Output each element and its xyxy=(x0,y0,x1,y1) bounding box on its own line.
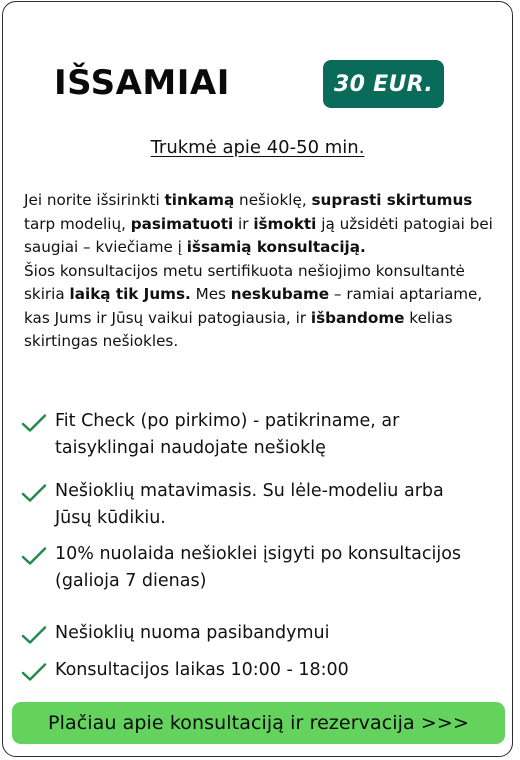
cta-label: Plačiau apie konsultaciją ir rezervacija >>> xyxy=(48,712,469,734)
feature-text: 10% nuolaida nešioklei įsigyti po konsultacijos (galioja 7 dienas) xyxy=(55,544,462,591)
feature-item xyxy=(21,620,501,647)
description-paragraph-1 xyxy=(24,189,500,260)
feature-text: Fit Check (po pirkimo) - patikriname, ar taisyklingai naudojate nešioklę xyxy=(55,411,400,458)
description-text: ir xyxy=(233,214,254,233)
price-label: 30 EUR. xyxy=(334,71,433,97)
description-text: Šios konsultacijos metu sertifikuota nešiojimo konsultantė skiria xyxy=(24,261,465,303)
check-icon xyxy=(21,413,47,433)
description-text: Mes xyxy=(190,285,231,303)
description-emphasis: išbandome xyxy=(310,308,405,327)
description-text: kelias skirtingas nešiokles. xyxy=(24,308,453,350)
price-badge xyxy=(323,60,444,108)
description-text: – ramiai aptariame, kas Jums ir Jūsų vaikui patogiausia, ir xyxy=(24,285,483,327)
description-emphasis: išsamią konsultaciją. xyxy=(186,238,366,256)
check-icon xyxy=(21,662,47,682)
check-icon xyxy=(21,625,47,645)
description-text: Jei norite išsirinkti xyxy=(24,191,165,209)
description-text: tarp modelių, xyxy=(24,214,131,233)
description-emphasis: pasimatuoti xyxy=(130,214,234,233)
pricing-card xyxy=(2,1,513,757)
feature-text: Konsultacijos laikas 10:00 - 18:00 xyxy=(55,660,349,680)
feature-item xyxy=(21,541,501,595)
feature-item xyxy=(21,478,501,532)
description xyxy=(24,189,500,354)
reservation-cta-button[interactable] xyxy=(12,702,505,744)
description-emphasis: tinkamą xyxy=(164,191,235,209)
feature-text: Nešioklių matavimasis. Su lėle-modeliu arba Jūsų kūdikiu. xyxy=(55,481,444,528)
plan-title: IŠSAMIAI xyxy=(54,63,230,103)
description-emphasis: išmokti xyxy=(253,214,317,233)
check-icon xyxy=(21,546,47,566)
check-icon xyxy=(21,483,47,503)
feature-text: Nešioklių nuoma pasibandymui xyxy=(55,623,330,643)
feature-item xyxy=(21,408,501,462)
description-emphasis: laiką tik Jums. xyxy=(69,285,191,303)
description-emphasis: neskubame xyxy=(230,285,330,303)
duration-label: Trukmė apie 40-50 min. xyxy=(150,137,365,158)
description-emphasis: suprasti skirtumus xyxy=(311,191,473,209)
description-text: nešioklę, xyxy=(234,191,312,209)
feature-item xyxy=(21,657,501,684)
description-text: ją užsidėti patogiai bei saugiai – kviečiame į xyxy=(24,214,493,256)
description-paragraph-2 xyxy=(24,260,500,354)
